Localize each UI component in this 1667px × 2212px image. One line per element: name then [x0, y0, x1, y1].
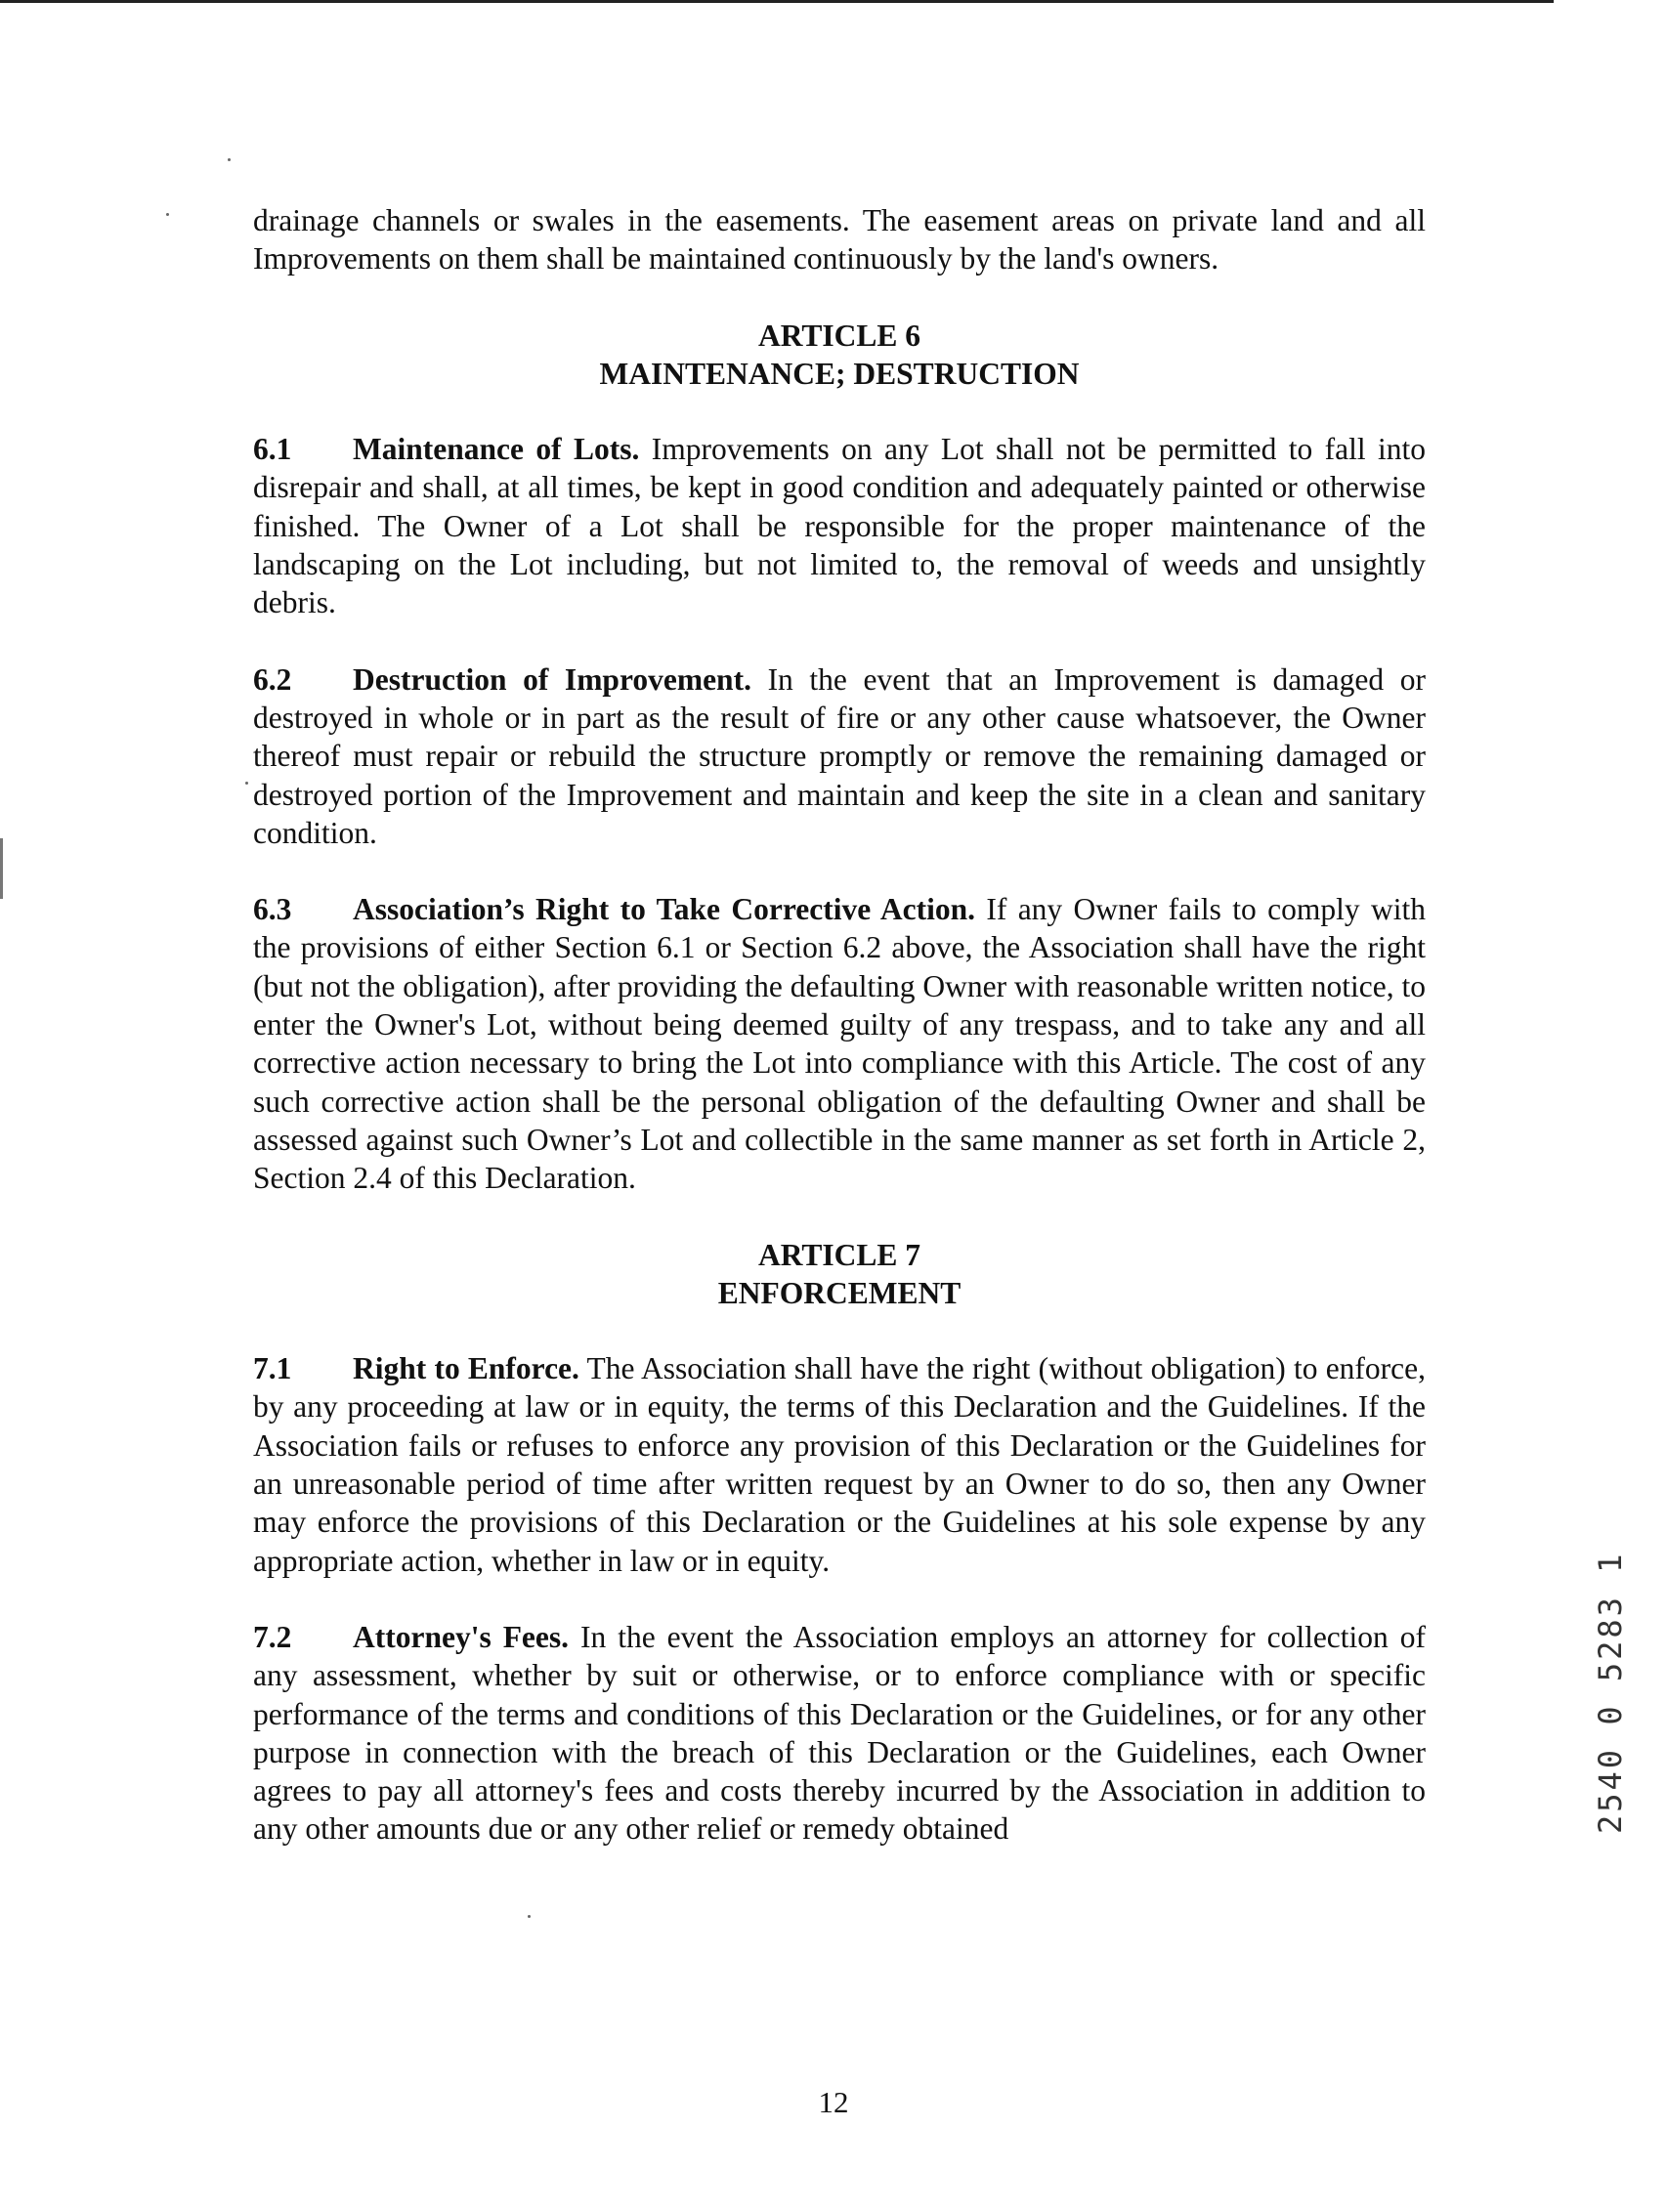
- section-number: 7.1: [253, 1351, 292, 1386]
- article-6-header: [253, 317, 1426, 394]
- scan-speck: [528, 1915, 531, 1918]
- section-6-1: [253, 430, 1426, 621]
- section-text: In the event that an Improvement is damaged or destroyed in whole or in part as the result of fire or any other cause whatsoever, the Owner thereof must repair or rebuild the structure promptly or remove the remaining damaged or destroyed portion of the Improvement and maintain and keep the site in a clean and sanitary condition.: [253, 661, 1426, 850]
- page-number: 12: [818, 2085, 849, 2119]
- section-number: 6.3: [253, 892, 292, 927]
- section-7-1: [253, 1349, 1426, 1580]
- scan-top-border: [0, 0, 1554, 3]
- scan-speck: [166, 213, 169, 216]
- section-number: 6.2: [253, 661, 292, 697]
- recording-stamp: [1591, 1551, 1630, 1834]
- scan-speck: [245, 782, 248, 785]
- section-title: Maintenance of Lots.: [353, 432, 640, 467]
- section-title: Right to Enforce.: [353, 1351, 579, 1386]
- section-number: 7.2: [253, 1619, 292, 1654]
- section-6-2: [253, 660, 1426, 852]
- article-7-header: [253, 1236, 1426, 1313]
- section-text: If any Owner fails to comply with the provisions of either Section 6.1 or Section 6.2 above, the Association shall have the right (but not the obligation), after providing the defaulting Owner with reasonable written notice, to enter the Owner's Lot, without being deemed guilty of any trespass, and to take any and all corrective action necessary to bring the Lot into compliance with this Article. The cost of any such corrective action shall be the personal obligation of the defaulting Owner and shall be assessed against such Owner’s Lot and collectible in the same manner as set forth in Article 2, Section 2.4 of this Declaration.: [253, 892, 1426, 1196]
- article-subheading: MAINTENANCE; DESTRUCTION: [599, 356, 1080, 391]
- article-heading: ARTICLE 6: [757, 318, 921, 353]
- section-number: 6.1: [253, 432, 292, 467]
- section-text: In the event the Association employs an attorney for collection of any assessment, whether by suit or otherwise, or to enforce compliance with or specific performance of the terms and conditions of this Declaration or the Guidelines, or for any other purpose in connection with the breach of this Declaration or the Guidelines, each Owner agrees to pay all attorney's fees and costs thereby incurred by the Association in addition to any other amounts due or any other relief or remedy obtained: [253, 1619, 1426, 1847]
- recording-stamp-text: 2540 0 5283 1: [1592, 1551, 1629, 1834]
- section-text: The Association shall have the right (without obligation) to enforce, by any proceeding at law or in equity, the terms of this Declaration and the Guidelines. If the Association fails or refuses to enforce any provision of this Declaration or the Guidelines for an unreasonable period of time after written request by an Owner to do so, then any Owner may enforce the provisions of this Declaration or the Guidelines at his sole expense by any appropriate action, whether in law or in equity.: [253, 1351, 1426, 1578]
- section-title: Association’s Right to Take Corrective Action.: [353, 892, 975, 927]
- section-6-3: [253, 890, 1426, 1197]
- scan-left-edge-mark: [0, 838, 3, 899]
- section-title: Attorney's Fees.: [353, 1619, 570, 1654]
- scan-speck: [228, 158, 231, 161]
- section-text: Improvements on any Lot shall not be permitted to fall into disrepair and shall, at all times, be kept in good condition and adequately painted or otherwise finished. The Owner of a Lot shall be responsible for the proper maintenance of the landscaping on the Lot including, but not limited to, the removal of weeds and unsightly debris.: [253, 432, 1426, 620]
- section-7-2: [253, 1618, 1426, 1849]
- article-subheading: ENFORCEMENT: [717, 1275, 962, 1310]
- article-heading: ARTICLE 7: [757, 1237, 921, 1272]
- section-title: Destruction of Improvement.: [353, 661, 751, 697]
- document-page-body: [253, 201, 1426, 1849]
- intro-paragraph: drainage channels or swales in the easements. The easement areas on private land and all Improvements on them shall be maintained continuously by the land's owners.: [253, 203, 1426, 276]
